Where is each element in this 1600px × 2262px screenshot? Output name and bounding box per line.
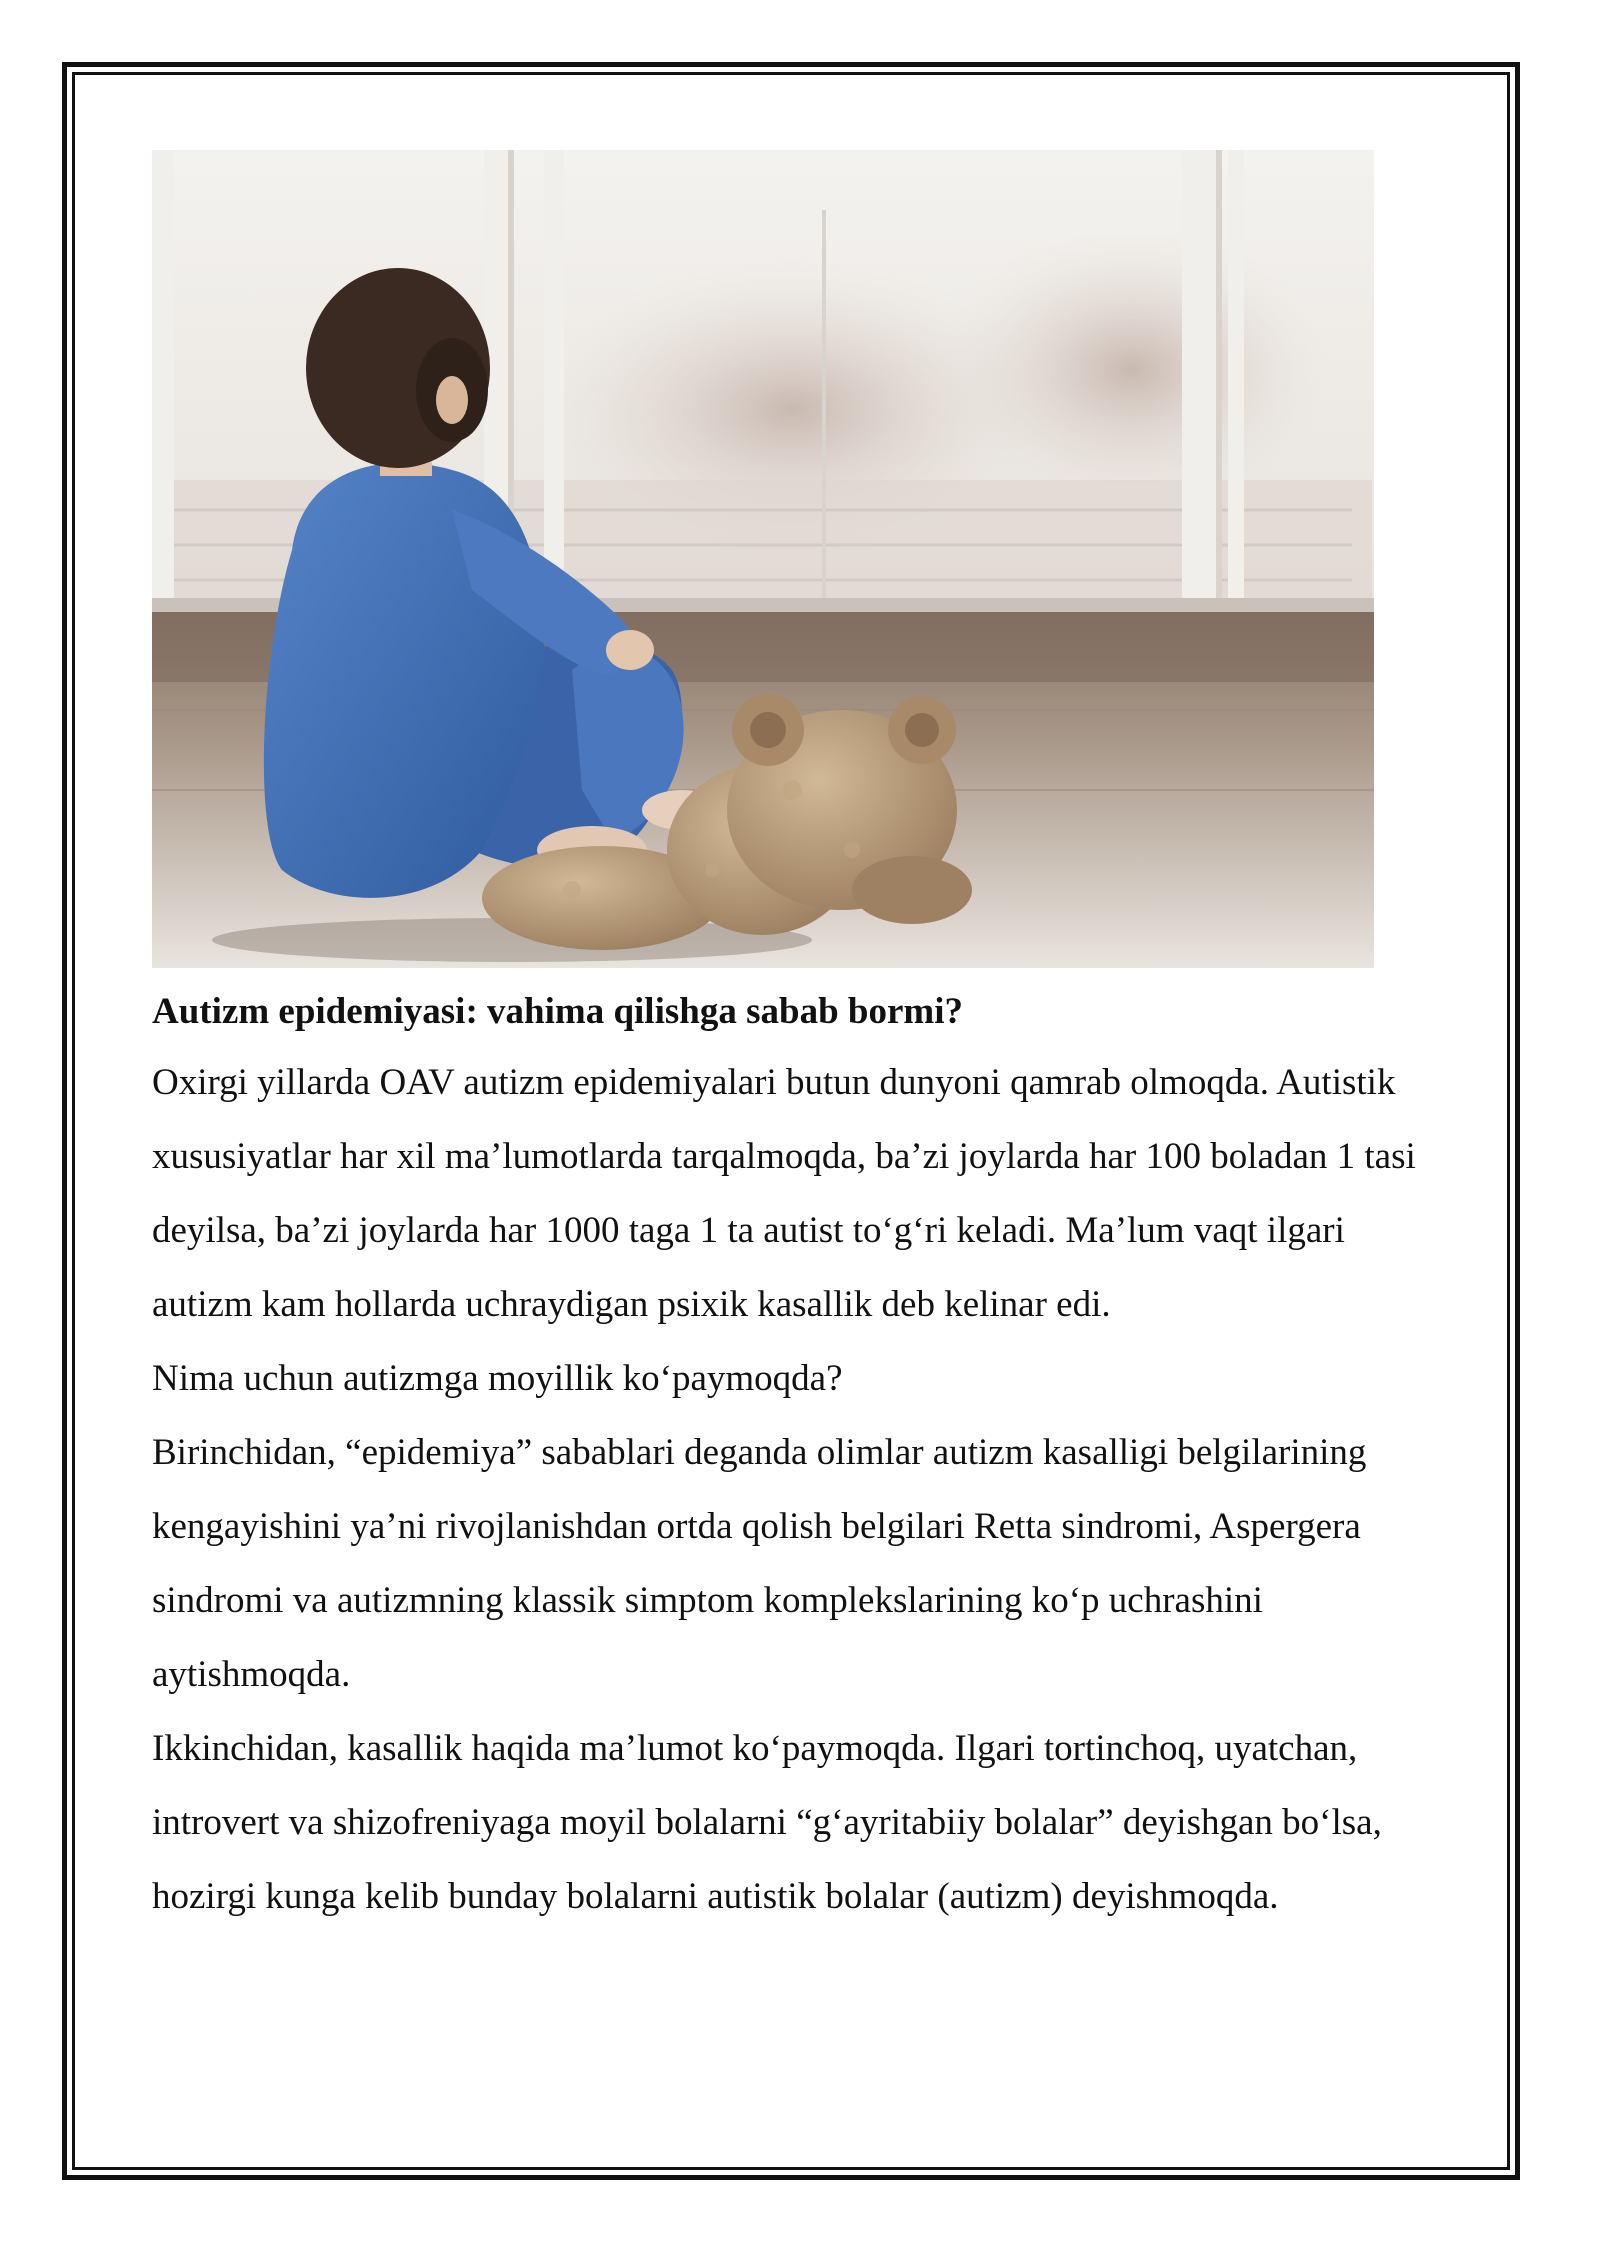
article-heading: Autizm epidemiyasi: vahima qilishga sabab bormi?: [152, 991, 964, 1032]
photo-illustration: [152, 150, 1374, 968]
paragraph-first-reason: Birinchidan, “epidemiya” sabablari deganda olimlar autizm kasalligi belgilarining kengayishini ya’ni rivojlanishdan ortda qolish belgilari Retta sindromi, Aspergera sindromi va autizmning klassik simptom komplekslarining ko‘p uchrashini aytishmoqda.: [152, 1432, 1367, 1695]
child-with-teddy-photo: [152, 150, 1374, 968]
paragraph-second-reason: Ikkinchidan, kasallik haqida ma’lumot ko‘paymoqda. Ilgari tortinchoq, uyatchan, introvert va shizofreniyaga moyil bolalarni “g‘ayritabiiy bolalar” deyishgan bo‘lsa, hozirgi kunga kelib bunday bolalarni autistik bolalar (autizm) deyishmoqda.: [152, 1728, 1382, 1917]
paragraph-intro: Oxirgi yillarda OAV autizm epidemiyalari butun dunyoni qamrab olmoqda. Autistik xususiyatlar har xil ma’lumotlarda tarqalmoqda, ba’zi joylarda har 100 boladan 1 tasi deyilsa, ba’zi joylarda har 1000 taga 1 ta autist to‘g‘ri keladi. Ma’lum vaqt ilgari autizm kam hollarda uchraydigan psixik kasallik deb kelinar edi.: [152, 1062, 1416, 1325]
paragraph-question: Nima uchun autizmga moyillik ko‘paymoqda?: [152, 1358, 843, 1399]
article-text: [152, 984, 1452, 1934]
